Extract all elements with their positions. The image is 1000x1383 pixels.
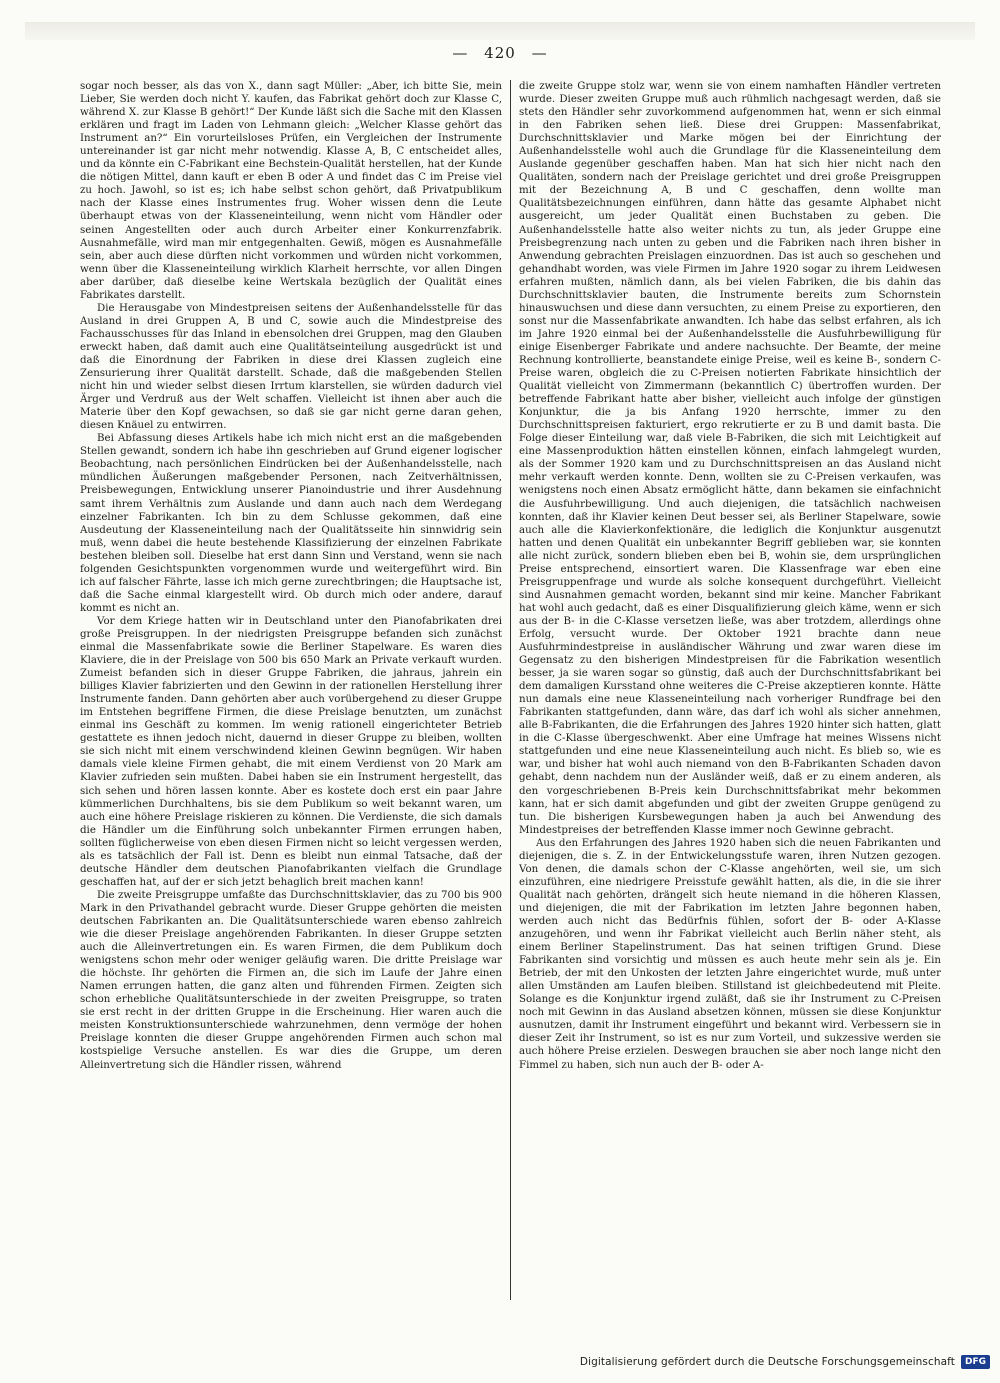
header-dash-right: — [531,44,548,62]
footer [580,1355,990,1369]
funding-notice: Digitalisierung gefördert durch die Deutsche Forschungsgemeinschaft [579,1356,955,1368]
paragraph: Vor dem Kriege hatten wir in Deutschland unter den Pianofabrikaten drei große Preisgruppen. In der niedrigsten Preisgruppe befanden sich zunächst einmal die Massenfabrikate sowie die Berliner Stapelware. Es waren dies Klaviere, die in der Preislage von 500 bis 650 Mark an Private verkauft wurden. Zumeist befanden sich in dieser Gruppe Fabriken, die jahraus, jahrein ein billiges Klavier fabrizierten und den Gewinn in der rationellen Herstellung ihrer Instrumente fanden. Dann gehörten aber auch vorübergehend zu dieser Gruppe im Entstehen begriffene Firmen, die diese Preislage benutzten, um zunächst einmal ins Geschäft zu kommen. Im wenig rationell eingerichteter Betrieb gestattete es ihnen jedoch nicht, dauernd in dieser Gruppe zu bleiben, wollten sie sich nicht mit einem verschwindend kleinen Gewinn begnügen. Wir haben damals viele kleine Firmen gehabt, die mit einem Verdienst von 20 Mark am Klavier zufrieden sein mußten. Dabei haben sie ein Instrument hergestellt, das sich sehen und hören lassen konnte. Aber es kostete doch erst ein paar Jahre kümmerlichen Durchhaltens, bis sie dem Publikum so weit bekannt waren, um auch eine höhere Preislage riskieren zu können. Die Verdienste, die sich damals die Händler um die Einführung solch unbekannter Firmen errungen haben, sollten füglicherweise von eben diesen Firmen nicht so leicht vergessen werden, als es tatsächlich der Fall ist. Denn es bleibt nun einmal Tatsache, daß der deutsche Händler dem deutschen Pianofabrikanten vielfach die Grundlage geschaffen hat, auf der er sich jetzt behaglich breit machen kann! [80,614,502,888]
paragraph: Aus den Erfahrungen des Jahres 1920 haben sich die neuen Fabrikanten und diejenigen, die s. Z. in der Entwickelungsstufe waren, ihren Nutzen gezogen. Von denen, die damals schon der C-Klasse angehörten, weil sie, um sich einzuführen, eine niedrigere Preisstufe gewählt hatten, als die, in die sie ihrer Qualität nach gehörten, drängelt sich heute niemand in die höheren Klassen, und diejenigen, die mit der Fabrikation im letzten Jahre begonnen haben, werden auch nicht das Bedürfnis fühlen, sofort der B- oder A-Klasse anzugehören, und wenn ihr Fabrikat vielleicht auch Berlin näher steht, als einem Berliner Stapelinstrument. Das hat seinen triftigen Grund. Diese Fabrikanten sind vorsichtig und müssen es auch heute mehr sein als je. Ein Betrieb, der mit den Unkosten der letzten Jahre eingerichtet wurde, muß unter allen Umständen am Laufen bleiben. Stillstand ist gleichbedeutend mit Pleite. Solange es die Konjunktur irgend zuläßt, daß sie ihr Instrument zu C-Preisen noch mit Gewinn in das Ausland absetzen können, müssen sie diese Konjunktur ausnutzen, damit ihr Instrument eingeführt und bekannt wird. Verbessern sie in dieser Zeit ihr Instrument, so ist es nur zum Vorteil, und sukzessive werden sie auch höhere Preise erzielen. Deswegen brauchen sie aber noch lange nicht den Fimmel zu haben, sich nun auch der B- oder A- [519,836,941,1071]
paragraph: Die Herausgabe von Mindestpreisen seitens der Außenhandelsstelle für das Ausland in drei Gruppen A, B und C, sowie auch die Mindestpreise des Fachausschusses für das Inland in ebensolchen drei Gruppen, mag den Glauben erweckt haben, daß damit auch eine Qualitätseinteilung ausgedrückt ist und daß die Einordnung der Fabriken in diese drei Klassen zugleich eine Zensurierung ihrer Qualität darstellt. Schade, daß die maßgebenden Stellen nicht hin und wieder selbst diesen Irrtum klarstellen, sie würden dadurch viel Ärger und Verdruß aus der Welt schaffen. Vielleicht ist ihnen aber auch die Materie über den Kopf gewachsen, so daß sie gar nicht gerne daran gehen, diesen Knäuel zu entwirren. [80,301,502,432]
column-right [519,80,941,1300]
paragraph: die zweite Gruppe stolz war, wenn sie von einem namhaften Händler vertreten wurde. Dieser zweiten Gruppe muß auch rühmlich nachgesagt werden, daß sie stets den Händler sehr zuvorkommend aufgenommen hat, wenn er sich einmal in den Fabriken sehen ließ. Diese drei Gruppen: Massenfabrikat, Durchschnittsklavier und Marke mögen bei der Einrichtung der Außenhandelsstelle wohl auch die Grundlage für die Klasseneinteilung dem Auslande gegenüber geschaffen haben. Man hat sich hier nicht nach den Qualitäten, sondern nach der Preislage gerichtet und drei große Preisgruppen mit der Bezeichnung A, B und C geschaffen, denn wollte man Qualitätsbezeichnungen einführen, dann hätte das gesamte Alphabet nicht ausgereicht, um jeder Qualität einen Buchstaben zu geben. Die Außenhandelsstelle hatte also weiter nichts zu tun, als jeder Gruppe eine Preisbegrenzung nach unten zu geben und die Fabriken nach ihren bisher in Anwendung gebrachten Preislagen einzuordnen. Das ist auch so geschehen und gehandhabt worden, was viele Firmen im Jahre 1920 sogar zu ihrem Leidwesen erfahren mußten, nämlich dann, als bei vielen Fabriken, die bis dahin das Durchschnittsklavier bauten, die Instrumente bereits zum Schornstein hinauswuchsen und diese dann versuchten, zu einem Preise zu exportieren, den sonst nur die Massenfabrikate anwandten. Ich habe das selbst erfahren, als ich im Jahre 1920 einmal bei der Außenhandelsstelle die Ausfuhrbewilligung für einige Eisenberger Fabrikate und andere nachsuchte. Der Beamte, der meine Rechnung kontrollierte, beanstandete einige Preise, weil es keine B-, sondern C-Preise waren, obgleich die zu C-Preisen notierten Fabrikate hinsichtlich der Qualität vielleicht von Zimmermann (bekanntlich C) übertroffen wurden. Der betreffende Fabrikant hatte aber bisher, vielleicht auch infolge der günstigen Konjunktur, die ja bis Anfang 1920 herrschte, immer zu den Durchschnittspreisen fakturiert, ergo rekrutierte er zu B und damit basta. Die Folge dieser Einteilung war, daß viele B-Fabriken, die sich mit Leichtigkeit auf eine Massenproduktion hätten einstellen können, einfach lahmgelegt wurden, als der Sommer 1920 kam und zu Durchschnittspreisen an das Ausland nicht mehr verkauft werden konnte. Denn, wollten sie zu C-Preisen verkaufen, was wenigstens noch einen Absatz ermöglicht hätte, dann bekamen sie einfachnicht die Ausfuhrbewilligung. Und auch diejenigen, die tatsächlich nachweisen konnten, daß ihr Klavier keinen Deut besser sei, als Berliner Stapelware, sowie auch alle die Klavierkonfektionäre, die lediglich die Konjunktur ausgenutzt hatten und denen Qualität ein unbekannter Begriff geblieben war, sie konnten alle nicht zurück, sondern blieben eben bei B, wohin sie, dem ursprünglichen Preise entsprechend, einsortiert waren. Die Klassenfrage war eben eine Preisgruppenfrage und wurde als solche konsequent durchgeführt. Vielleicht sind Ausnahmen gemacht worden, bekannt sind mir keine. Mancher Fabrikant hat wohl auch gedacht, daß es einer Disqualifizierung gleich käme, wenn er sich aus der B- in die C-Klasse versetzen ließe, was aber trotzdem, allerdings ohne Erfolg, versucht wurde. Der Oktober 1921 brachte dann neue Ausfuhrmindestpreise in ausländischer Währung und zwar waren diese im Gegensatz zu den bisherigen Mindestpreisen für die Fabrikation wesentlich besser, ja sie waren sogar so günstig, daß auch der Durchschnittsfabrikant bei dem damaligen Kursstand ohne weiteres die C-Preise akzeptieren konnte. Hätte nun damals eine neue Klasseneinteilung nach vorheriger Rundfrage bei den Fabrikanten stattgefunden, dann wäre, das darf ich wohl als sicher annehmen, alle B-Fabrikanten, die die Erfahrungen des Jahres 1920 hinter sich hatten, glatt in die C-Klasse übergeschwenkt. Aber eine Umfrage hat meines Wissens nicht stattgefunden und eine neue Klasseneinteilung auch nicht. Es blieb so, wie es war, und bisher hat wohl auch niemand von den B-Fabrikanten Schaden davon gehabt, denn nachdem nun der Ausländer weiß, daß er zu einem anderen, als den vorgeschriebenen B-Preis kein Durchschnittsfabrikat mehr bekommen kann, hat er sich damit abgefunden und gibt der zweiten Gruppe genügend zu tun. Die bisherigen Kursbewegungen haben ja auch bei Anwendung des Mindestpreises der betreffenden Klasse immer noch Gewinne gebracht. [519,80,941,836]
paragraph: sogar noch besser, als das von X., dann sagt Müller: „Aber, ich bitte Sie, mein Lieber, Sie werden doch nicht Y. kaufen, das Fabrikat gehört doch zur Klasse C, während X. zur Klasse B gehört!“ Der Kunde läßt sich die Sache mit den Klassen erklären und fragt im Laden von Lehmann gleich: „Welcher Klasse gehört das Instrument an?“ Ein vorurteilsloses Prüfen, ein Vergleichen der Instrumente untereinander ist gar nicht mehr notwendig. Klasse A, B, C entscheidet alles, und da könnte ein C-Fabrikant eine Bechstein-Qualität herstellen, hat der Kunde die nötigen Mittel, dann kauft er eben B oder A und findet das C im Preise viel zu hoch. Jawohl, so ist es; ich habe selbst schon gehört, daß Privatpublikum nach der Klasse eines Instrumentes frug. Woher wissen denn die Leute überhaupt etwas von der Klasseneinteilung, wenn nicht vom Händler oder seinen Angestellten oder auch durch Arbeiter einer Konkurrenzfabrik. Ausnahmefälle, wird man mir entgegenhalten. Gewiß, mögen es Ausnahmefälle sein, aber auch diese dürften nicht vorkommen und würden nicht vorkommen, wenn über die Klasseneinteilung wirklich Klarheit herrschte, vor allen Dingen aber darüber, daß dieselbe keine Wertskala bezüglich der Qualität eines Fabrikates darstellt. [80,80,502,301]
page-number: 420 [484,44,516,62]
text-columns [80,80,941,1300]
paragraph: Bei Abfassung dieses Artikels habe ich mich nicht erst an die maßgebenden Stellen gewandt, sondern ich habe ihn geschrieben auf Grund eigener logischer Beobachtung, nach persönlichen Eindrücken bei der Außenhandelsstelle, nach mündlichen Äußerungen maßgebender Personen, nach Zeitverhältnissen, Preisbewegungen, Entwicklung unserer Pianoindustrie und ihrer Ausdehnung samt ihrem Verhältnis zum Auslande und dann auch nach dem Werdegang einzelner Fabrikanten. Ich bin zu dem Schlusse gekommen, daß eine Ausdeutung der Klasseneinteilung nach der Qualitätsseite hin sinnwidrig sein muß, wenn dabei die heute bestehende Klassifizierung der einzelnen Fabrikate bestehen bleiben soll. Dieselbe hat erst dann Sinn und Verstand, wenn sie nach folgenden Gesichtspunkten vorgenommen wurde und weitergeführt wird. Bin ich auf falscher Fährte, lasse ich mich gerne zurechtbringen; die Hauptsache ist, daß die Sache einmal klargestellt wird. Ob durch mich oder andere, darauf kommt es nicht an. [80,432,502,614]
column-left [80,80,502,1300]
scan-top-edge [25,22,975,40]
column-divider [510,80,511,1300]
paragraph: Die zweite Preisgruppe umfaßte das Durchschnittsklavier, das zu 700 bis 900 Mark in den Privathandel gebracht wurde. Dieser Gruppe gehörten die meisten deutschen Fabrikanten an. Die Qualitätsunterschiede waren ebenso zahlreich wie die dieser Preislage angehörenden Fabrikanten. In dieser Gruppe setzten auch die Alleinvertretungen ein. Es waren Firmen, die dem Publikum doch wenigstens schon mehr oder weniger geläufig waren. Die dritte Preislage war die höchste. Ihr gehörten die Firmen an, die sich im Laufe der Jahre einen Namen errungen hatten, die ganz alten und führenden Firmen. Zeigten sich schon erhebliche Qualitätsunterschiede in der zweiten Preisgruppe, so traten sie erst recht in der dritten Gruppe in die Erscheinung. Hier waren auch die meisten Konstruktionsunterschiede wahrzunehmen, denn vermöge der hohen Preislage konnten die dieser Gruppe angehörenden Firmen auch schon mal kostspielige Versuche anstellen. Es war dies die Gruppe, um deren Alleinvertretung sich die Händler rissen, während [80,888,502,1071]
dfg-logo: DFG [961,1355,990,1369]
header-dash-left: — [452,44,469,62]
page-header [0,44,1000,62]
